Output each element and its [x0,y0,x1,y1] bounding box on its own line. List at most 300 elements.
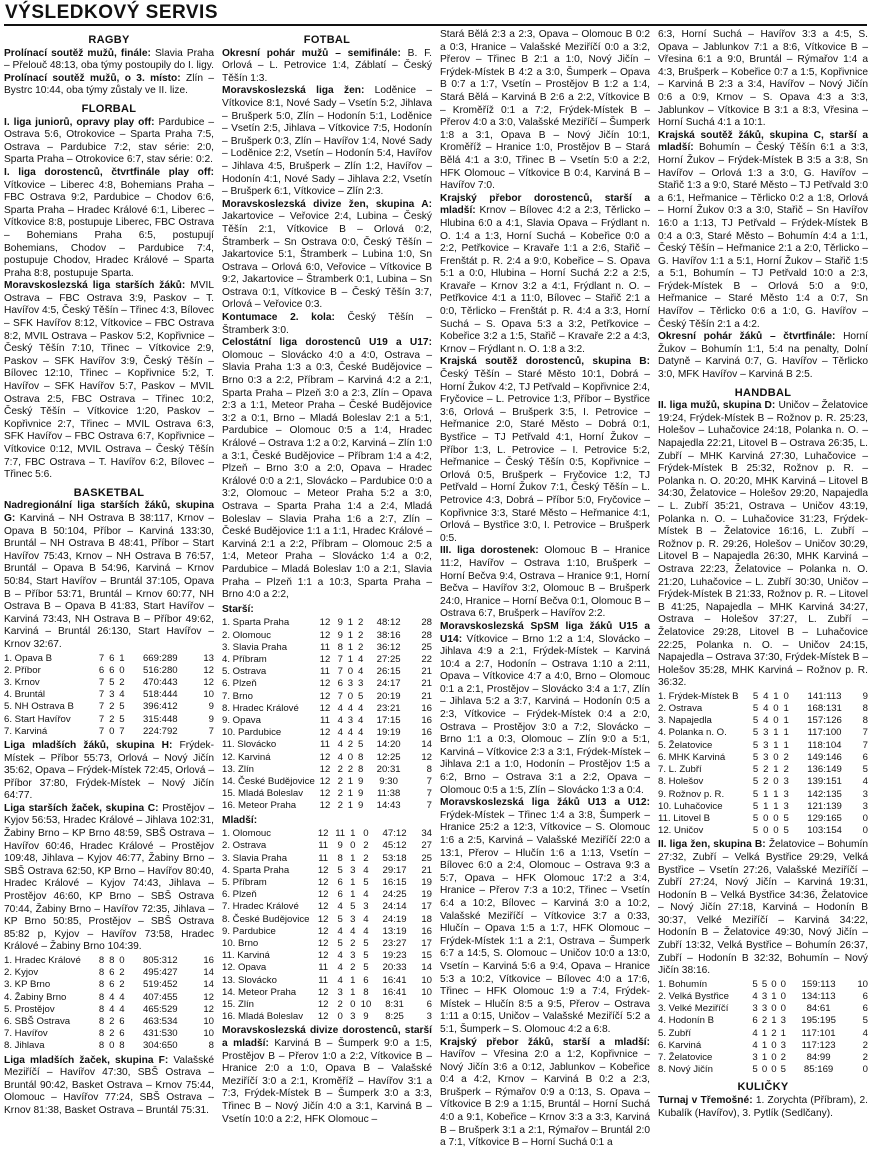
team-name: 2. Olomouc [222,629,272,641]
results-text: Loděnice – Vítkovice 8:1, Nové Sady – Vsetín 5:2, Jihlava – Brušperk 5:0, Zlín – Hodonín 5:1, Loděnice – Vsetín 2:5, Jihlava – Vítkovice 7:5, Hodonín – Brušperk 0:3, Zlín – Havířov 1:4, Nové Sady – Loděnice 2:2, Vsetín – Hodonín 5:4, Havířov – Jihlava 4:5, Brušperk – Zlín 1:2, Havířov – Hodonín 4:1, Nové Sady – Jihlava 2:2, Vsetín – Brušperk 6:1, Vítkovice – Zlín 2:3. [222,85,432,198]
table-cell: 16:41 [382,986,407,998]
table-cell: 12 [317,828,329,840]
table-cell: 5 [752,764,759,776]
table-cell: 8 [98,979,105,991]
team-name: 4. Příbram [222,653,267,665]
table-cell: 5 [862,764,868,776]
results-text: Valašské Meziříčí – Havířov 47:30, SBŠ Ostrava – Bruntál 90:42, Basket Ostrava – Krnov 75:44, Olomouc – Havířov 77:24, SBŠ Ostrava – Krnov 81:38, Basket Ostrava – Bruntál 75:31. [4,1054,214,1117]
table-cell: 19 [421,876,432,888]
results-text: Vítkovice – Liberec 4:8, Bohemians Praha – FBC Ostrava 9:2, Pardubice – Chodov 6:6, Sparta Praha – Hradec Králové 6:1, Liberec – Vítkovice 8:8, postupuje Liberec, FBC Ostrava – Bohemians Praha 6:5, postupují Bohemians, Chodov – Pardubice 7:4, postupuje Chodov, Hradec Králové – Sparta Praha 8:8, postupuje Sparta. [4,179,214,279]
table-cell: 11 [318,962,329,974]
results-text: 1. Zorychta (Příbram), 2. Kubalík (Havířov), 3. Pytlík (Sedlčany). [658,1095,868,1119]
table-cell: 24:19 [382,913,407,925]
table-cell: 3 [761,1003,768,1015]
competition-name: Moravskoslezská SpSM liga žáků U15 a U14: [440,620,650,645]
table-cell: 7 [208,725,214,737]
table-cell: 12 [319,678,331,690]
table-cell: 38:16 [376,629,401,641]
table-cell: 2 [357,617,364,629]
table-cell: 2 [337,763,343,775]
table-row [658,752,868,764]
table-cell: 8 [337,852,343,864]
table-cell: 5 [752,715,759,727]
table-cell: 0 [347,751,354,763]
table-cell: 159:113 [801,978,836,990]
table-cell: 11 [319,641,330,653]
table-row [222,975,432,987]
table-cell: 0 [347,666,354,678]
table-cell: 2 [763,776,769,788]
team-name: 1. Olomouc [222,828,272,840]
team-name: 6. MHK Karviná [658,751,726,763]
table-cell: 2 [783,764,789,776]
table-cell: 12 [319,800,331,812]
result-paragraph [658,839,868,978]
team-name: 7. L. Zubří [658,764,702,776]
team-name: 1. Bohumín [658,978,708,990]
table-cell: 5 [357,739,364,751]
table-cell: 45:12 [382,840,407,852]
table-cell: 2 [350,962,356,974]
table-cell: 7 [98,652,105,664]
results-text: Pardubice – Ostrava 5:6, Otrokovice – Sparta Praha 7:5, Ostrava – Pardubice 7:2, stav série: 2:0, Sparta Praha – Otrokovice 6:7, stav série: 0:2. [4,116,215,166]
competition-name: Krajský přebor dorostenců, starší a mladší: [440,192,650,217]
table-cell: 12 [319,702,331,714]
table-row [222,703,432,715]
table-cell: 12 [317,937,329,949]
table-cell: 5 [363,950,369,962]
table-cell: 5 [337,913,343,925]
table-cell: 1 [350,852,356,864]
table-cell: 25 [421,852,432,864]
table-cell: 4 [337,702,343,714]
table-cell: 2 [357,629,364,641]
table-cell: 1 [347,775,354,787]
table-cell: 12 [203,664,214,676]
team-name: 4. Bruntál [4,689,46,701]
table-cell: 2 [771,1027,777,1039]
table-cell: 6 [119,1028,125,1040]
table-row [658,691,868,703]
table-cell: 5 [752,978,758,990]
table-cell: 3 [109,689,115,701]
table-cell: 6 [337,889,343,901]
table-cell: 22 [421,653,432,665]
table-cell: 16 [421,925,432,937]
table-cell: 12 [319,617,331,629]
team-name: 6. Karviná [658,1039,702,1051]
team-name: 10. Brno [222,937,259,949]
table-cell: 7 [426,775,432,787]
standings-table [658,691,868,837]
table-cell: 12 [317,889,329,901]
table-row [222,776,432,788]
competition-name: Celostátní liga dorostenců U19 a U17: [222,337,432,349]
table-cell: 1 [350,828,356,840]
result-paragraph [440,1037,650,1150]
table-cell: 7 [426,788,432,800]
table-cell: 36:12 [376,641,401,653]
result-paragraph [222,337,432,601]
table-cell: 9 [363,1011,369,1023]
table-cell: 19 [421,889,432,901]
table-cell: 8 [862,715,868,727]
table-cell: 8 [862,703,868,715]
table-cell: 6 [363,974,369,986]
team-name: 3. Napajedla [658,715,712,727]
table-cell: 14:20 [376,739,401,751]
table-cell: 0 [773,703,779,715]
result-paragraph [4,73,214,98]
competition-name: Liga mladších žaček, skupina F: [4,1054,169,1066]
table-cell: 5 [752,1064,758,1076]
table-cell: 5 [752,800,759,812]
results-text: B. F. Orlová – L. Petrovice 1:4, Záblatí – Český Těšín 1:3. [222,47,432,84]
table-cell: 5 [119,701,125,713]
table-cell: 5 [752,727,759,739]
team-name: 7. Brno [222,690,253,702]
result-paragraph [658,29,868,130]
table-cell: 1 [763,800,769,812]
result-paragraph [222,48,432,86]
table-cell: 139:151 [807,776,842,788]
table-cell: 0 [862,825,868,837]
team-name: 4. Žabiny Brno [4,991,67,1003]
table-cell: 9 [337,617,343,629]
team-name: 15. Zlín [222,999,254,1010]
table-cell: 0 [773,825,779,837]
table-cell: 136:149 [807,764,842,776]
table-row [222,764,432,776]
table-row [658,776,868,788]
team-name: 1. Opava B [4,652,52,664]
result-paragraph [658,1095,868,1120]
table-cell: 0 [109,1040,115,1052]
results-text: Český Těšín – Staré Město 10:1, Dobrá – Horní Žukov 4:2, TJ Petřvald – Kopřivnice 2:4, Fryčovice – L. Petrovice 1:3, Příbor – Bystřice 3:6, Orlová – Brušperk 3:5, I. Petrovice – Heřmanice 2:0, Staré Město – Dobrá 0:1, Bystřice – TJ Petřvald 4:1, Horní Žukov – Příbor 1:3, L. Petrovice – I. Petrovice 5:2, Heřmanice – Český Těšín 0:5, Kopřivnice – Orlová 0:5, Brušperk – Fryčovice 1:2, TJ Petřvald – Horní Žukov 7:1, Český Těšín – L. Petrovice 4:3, Dobrá – Příbor 5:0, Fryčovice – Kopřivnice 3:3, Staré Město – Heřmanice 4:1, Orlová – Bystřice 3:0, I. Petrovice – Brušperk 0:5. [440,369,650,544]
table-cell: 17 [421,901,432,913]
team-name: 4. Sparta Praha [222,864,290,876]
competition-name: Okresní pohár žáků – čtvrtfinále: [658,331,836,343]
team-name: 6. Plzeň [222,678,257,690]
table-cell: 5 [363,962,369,974]
table-row [658,1052,868,1064]
table-cell: 1 [783,703,789,715]
table-cell: 669:289 [142,652,178,664]
table-cell: 1 [783,715,789,727]
table-row [4,665,214,677]
table-cell: 84:61 [806,1003,831,1015]
table-cell: 4 [337,727,343,739]
table-row [222,1011,432,1023]
table-cell: 1 [763,788,769,800]
table-cell: 3 [426,1011,432,1023]
table-cell: 34 [421,828,432,840]
table-cell: 2 [109,713,115,725]
table-cell: 157:126 [807,715,842,727]
table-cell: 12 [317,950,329,962]
team-name: 3. Krnov [4,676,40,688]
table-cell: 5 [350,901,356,913]
competition-name: Moravskoslezská liga starších žáků: [4,280,186,292]
table-cell: 12 [317,1011,329,1023]
team-name: 12. Karviná [222,751,271,763]
table-row [222,962,432,974]
competition-name: Turnaj v Třemošné: [658,1095,753,1107]
table-cell: 9 [357,800,364,812]
table-cell: 224:792 [142,725,178,737]
table-cell: 3 [350,913,356,925]
table-cell: 0 [350,840,356,852]
table-cell: 0 [780,991,786,1003]
table-row [4,1040,214,1052]
table-cell: 8 [98,967,105,979]
table-row [222,691,432,703]
results-text: Olomouc B – Hranice 11:2, Havířov – Ostrava 1:10, Brušperk – Horní Bečva 9:4, Ostrava – Hranice 9:1, Horní Bečva – Havířov 3:2, Olomouc B – Brušperk 24:0, Hranice – Horní Bečva 0:1, Olomouc B – Ostrava 6:7, Brušperk – Havířov 2:2. [440,545,650,620]
table-row [658,1040,868,1052]
table-cell: 7 [337,690,343,702]
table-row [222,853,432,865]
table-cell: 2 [337,999,343,1010]
table-cell: 6 [109,979,115,991]
table-cell: 7 [98,689,105,701]
table-row [658,991,868,1003]
competition-name: Krajská soutěž žáků, skupina C, starší a mladší: [658,129,868,154]
table-cell: 7 [119,725,125,737]
page-title: VÝSLEDKOVÝ SERVIS [4,2,867,26]
competition-name: Liga mladších žáků, skupina H: [4,739,173,751]
table-cell: 463:534 [142,1016,178,1028]
table-cell: 9 [208,713,214,725]
table-cell: 1 [761,1039,768,1051]
result-paragraph [440,545,650,621]
results-text: Frýdek-Místek – Třinec 1:4 a 3:8, Šumperk – Hranice 25:2 a 12:3, Vítkovice – S. Olomouc 1:6 a 2:5, Karviná – Valašské Meziříčí 22:0 a 13:1, Přerov – Hlučín 1:6 a 1:13, Vsetín – Bílovec 6:0 a 2:4, Olomouc – Ostrava 9:3 a 5:7, Opava – HFK Olomouc 17:2 a 3:4, Hranice – Přerov 7:3 a 10:2, Třinec – Vsetín 6:4 a 10:2, Bílovec – Karviná 3:0 a 10:2, Valašské Meziříčí – Vítkovice 3:7 a 0:33, Hlučín – Opava 1:5 a 1:7, HFK Olomouc – Frýdek-Místek 1:1 a 2:1, Ostrava – Šumperk 6:7 a 14:5, S. Olomouc – Uničov 10:0 a 13:0, Vsetín – Karviná 5:6 a 9:4, Opava – Hranice 5:3 a 10:2, Vítkovice – Bílovec 4:0 a 17:6, Třinec – HFK Olomouc 1:9 a 7:4, Frýdek-Místek – Hlučín 8:5 a 9:5, Přerov – Ostrava 1:11 a 0:15, Uničov – Valašské Meziříčí 5:2 a 5:1, Šumperk – S. Olomouc 4:2 a 6:8. [440,809,650,1035]
table-row [222,642,432,654]
table-cell: 0 [771,978,777,990]
table-cell: 2 [347,763,354,775]
table-cell: 23:27 [382,937,407,949]
table-row [4,1016,214,1028]
table-row [4,1004,214,1016]
table-cell: 48:12 [376,617,401,629]
table-cell: 4 [337,974,343,986]
team-name: 9. Opava [222,714,261,726]
table-cell: 6 [109,967,115,979]
table-cell: 805:312 [142,955,178,967]
table-cell: 1 [771,1015,777,1027]
table-cell: 1 [350,889,356,901]
table-cell: 141:113 [807,690,842,702]
team-name: 4. Polanka n. O. [658,727,727,739]
table-cell: 10 [203,1016,214,1028]
table-row [222,788,432,800]
table-cell: 6 [109,652,115,664]
table-cell: 1 [780,1027,786,1039]
table-cell: 519:452 [142,979,178,991]
table-cell: 18 [421,913,432,925]
table-cell: 3 [763,751,769,763]
table-cell: 21 [421,678,432,690]
table-cell: 4 [357,714,364,726]
team-name: 5. Prostějov [4,1003,55,1015]
table-cell: 4 [119,689,125,701]
results-text: MVIL Ostrava – FBC Ostrava 3:9, Paskov – T. Havířov 4:5, Český Těšín – Třinec 4:3, Bílovec – SFK Havířov 8:12, Vítkovice – FBC Ostrava 8:2, MVIL Ostrava – Paskov 5:2, Kopřivnice – Český Těšín 7:10, Třinec – Vítkovice 2:9, Paskov – SFK Havířov 3:9, Český Těšín – Bílovec 12:10, Třinec – Kopřivnice 5:2, T. Havířov – SFK Havířov 5:7, Paskov – MVIL Ostrava 2:5, FBC Ostrava – Třinec 10:2, Český Těšín – Vítkovice 1:20, Paskov – Kopřivnice 2:7, Třinec – MVIL Ostrava 6:3, SFK Havířov – FBC Ostrava 6:7, Kopřivnice – Vítkovice 0:12, MVIL Ostrava – Český Těšín 7:7, FBC Ostrava – T. Havířov 6:2, Bílovec – Třinec 5:6. [4,280,215,481]
results-text: Stará Bělá 2:3 a 2:3, Opava – Olomouc B 0:2 a 0:3, Hranice – Valašské Meziříčí 0:0 a 3:2, Přerov – Třinec B 2:1 a 1:0, Nový Jičín – Frýdek-Místek B 4:2 a 3:0, Šumperk – Opava B 0:7 a 1:7, Vsetín – Prostějov B 1:2 a 1:4, Stará Bělá – Karviná B 2:6 a 2:2, Vítkovice B – Kroměříž 0:1 a 7:2, Frýdek-Místek B – Přerov 4:0 a 3:0, Valašské Meziříčí – Šumperk 1:8 a 3:1, Opava B – Nový Jičín 10:1, Kroměříž – Hranice 1:0, Prostějov B – Stará Bělá 4:1 a 3:0, Třinec B – Vsetín 5:0 a 2:2, HFK Olomouc – Vítkovice B 0:4, Karviná B – Havířov 7:0. [440,29,650,192]
table-cell: 12 [317,876,329,888]
team-name: 4. Hodonín B [658,1015,715,1027]
competition-name: Kontumace 2. kola: [222,312,335,324]
result-paragraph [222,1025,432,1126]
table-cell: 3 [780,1015,786,1027]
table-row [222,715,432,727]
table-cell: 4 [363,864,369,876]
table-cell: 14 [203,979,214,991]
table-cell: 9 [862,690,868,702]
table-row [4,689,214,701]
table-cell: 1 [773,788,779,800]
team-name: 5. Příbram [222,876,267,888]
table-cell: 4 [347,727,354,739]
table-cell: 1 [350,974,356,986]
table-cell: 5 [752,751,759,763]
table-cell: 2 [337,788,343,800]
table-cell: 4 [337,739,343,751]
table-cell: 13 [203,652,214,664]
table-row [222,865,432,877]
table-cell: 11 [319,666,330,678]
table-row [222,617,432,629]
team-name: 11. Litovel B [658,812,711,824]
table-row [222,828,432,840]
table-cell: 0 [119,664,125,676]
table-cell: 7 [98,676,105,688]
table-cell: 8 [98,1003,105,1015]
table-cell: 149:146 [807,751,842,763]
table-row [658,1064,868,1076]
table-cell: 1 [773,764,779,776]
table-cell: 3 [783,800,789,812]
team-name: 5. NH Ostrava B [4,701,74,713]
table-cell: 27 [421,840,432,852]
competition-name: Moravskoslezská divize dorostenců, starší a mladší: [222,1025,432,1049]
table-cell: 16 [421,727,432,739]
results-text: Karviná – NH Ostrava B 38:117, Krnov – Opava B 50:104, Příbor – Karviná 133:30, Bruntál – NH Ostrava B 48:41, Příbor – Start Havířov 75:43, Krnov – NH Ostrava B 76:57, Bruntál – Opava B 54:96, Karviná – Krnov 50:84, Start Havířov – Bruntál 37:105, Opava B – Příbor 53:71, Bruntál – Krnov 60:77, NH Ostrava B – Opava B 41:83, Start Havířov – Karviná 73:43, NH Ostrava B – Příbor 49:62, Karviná – Bruntál 26:130, Start Havířov – Krnov 32:67. [4,512,214,650]
table-cell: 28 [421,629,432,641]
table-cell: 168:131 [807,703,842,715]
table-cell: 12 [317,986,329,998]
table-cell: 7 [98,725,105,737]
team-name: 7. Želatovice [658,1052,713,1064]
table-row [658,727,868,739]
team-name: 12. Uničov [658,825,704,837]
table-cell: 6 [862,991,868,1003]
table-cell: 195:195 [801,1015,836,1027]
table-cell: 16 [421,714,432,726]
table-cell: 4 [752,1039,758,1051]
table-cell: 12:25 [376,751,401,763]
competition-name: II. liga žen, skupina B: [658,839,766,851]
table-cell: 3 [350,1011,356,1023]
table-cell: 21 [421,690,432,702]
team-name: 2. Příbor [4,664,41,676]
standings-table [658,979,868,1077]
table-cell: 495:427 [142,967,178,979]
table-cell: 4 [109,1003,115,1015]
table-cell: 6 [119,1016,125,1028]
table-cell: 0 [773,715,779,727]
table-row [222,901,432,913]
table-cell: 24:25 [382,889,407,901]
table-cell: 4 [363,913,369,925]
table-cell: 2 [337,775,343,787]
standings-table [4,653,214,738]
standings-table [222,617,432,812]
table-cell: 10 [421,974,432,986]
table-cell: 3 [783,788,789,800]
table-cell: 20:33 [382,962,407,974]
table-cell: 5 [752,739,759,751]
table-cell: 3 [752,1003,758,1015]
table-cell: 1 [773,739,779,751]
results-text: Olomouc – Slovácko 4:0 a 4:0, Ostrava – Slavia Praha 1:3 a 0:3, České Budějovice – Brno 0:3 a 2:2, Příbram – Karviná 4:2 a 2:1, Sparta Praha – Plzeň 3:0 a 2:3, Zlín – Opava 2:3 a 1:1, Meteor Praha – České Budějovice 3:2 a 0:1, Brno – Mladá Boleslav 2:1 a 5:1, Pardubice – Olomouc 0:5 a 1:4, Hradec Králové – Ostrava 1:2 a 0:2, Karviná – Zlín 1:0 a 3:1, České Budějovice – Příbram 1:4 a 4:2, Plzeň – Brno 3:0 a 2:0, Opava – Hradec Králové 0:0 a 2:1, Slovácko – Pardubice 0:0 a 3:2, Olomouc – Meteor Praha 5:2 a 3:0, Ostrava – Sparta Praha 1:4 a 2:4, Mladá Boleslav – Slavia Praha 1:6 a 2:7, Zlín – České Budějovice 1:1 a 1:1, Hradec Králové – Karviná 2:1 a 2:2, Příbram – Olomouc 2:5 a 1:4, Meteor Praha – Slovácko 1:4 a 0:2, Pardubice – Mladá Boleslav 1:0 a 2:1, Slavia Praha – Plzeň 1:1 a 10:3, Sparta Praha – Brno 4:0 a 2:2, [222,349,432,601]
table-cell: 5 [752,812,759,824]
table-row [4,979,214,991]
table-row [658,740,868,752]
table-cell: 16:15 [382,876,407,888]
results-text: Vítkovice – Brno 1:2 a 1:4, Slovácko – Jihlava 4:9 a 2:1, Frýdek-Místek – Karviná 10:4 a 2:7, Hodonín – Ostrava 1:10 a 2:11, Opava – Vítkovice 4:7 a 4:0, Brno – Olomouc 0:1 a 2:1, Prostějov – Slovácko 3:4 a 1:7, Zlín – Jihlava 5:2 a 3:7, Karviná – Hodonín 0:5 a 2:3, Vítkovice – Frýdek-Místek 0:4 a 2:0, Ostrava – Prostějov 3:0 a 7:2, Slovácko – Brno 1:1 a 0:3, Olomouc – Zlín 9:0 a 5:1, Karviná – Vítkovice 2:3 a 3:1, Frýdek-Místek – Jihlava 2:1 a 1:0, Hodonín – Prostějov 1:5 a 6:2, Brno – Ostrava 3:1 a 2:2, Opava – Olomouc 0:5 a 1:5, Zlín – Slovácko 1:3 a 0:4. [440,633,650,796]
team-name: 16. Mladá Boleslav [222,1011,304,1023]
table-cell: 21 [421,864,432,876]
table-cell: 6 [109,664,115,676]
table-cell: 1 [119,652,125,664]
table-cell: 4 [763,690,769,702]
table-cell: 2 [109,1028,115,1040]
table-cell: 0 [761,1064,768,1076]
table-cell: 5 [752,703,759,715]
team-name: 5. Ostrava [222,666,267,678]
table-row [222,800,432,812]
section-heading-ragby: RAGBY [88,34,130,46]
table-row [222,752,432,764]
table-cell: 8 [119,1040,125,1052]
table-cell: 4 [337,962,343,974]
table-cell: 1 [347,788,354,800]
team-name: 6. SBŠ Ostrava [4,1016,71,1028]
table-cell: 2 [347,739,354,751]
table-cell: 3 [363,901,369,913]
table-cell: 14 [421,962,432,974]
section-heading-kulicky: KULIČKY [737,1081,789,1094]
table-cell: 4 [357,727,364,739]
table-cell: 4 [337,714,343,726]
table-cell: 1 [783,739,789,751]
team-name: 8. Hradec Králové [222,702,299,714]
table-row [4,701,214,713]
table-cell: 14 [421,739,432,751]
table-cell: 6 [426,999,432,1010]
table-cell: 0 [347,690,354,702]
table-cell: 8 [98,1028,105,1040]
table-cell: 118:104 [807,739,842,751]
result-paragraph [440,29,650,193]
table-cell: 4 [752,1027,758,1039]
table-cell: 4 [350,925,356,937]
table-cell: 1 [761,1027,768,1039]
team-name: 5. Želatovice [658,739,713,751]
table-cell: 11 [318,840,329,852]
table-cell: 3 [347,678,354,690]
table-row [222,999,432,1011]
table-cell: 12 [203,991,214,1003]
